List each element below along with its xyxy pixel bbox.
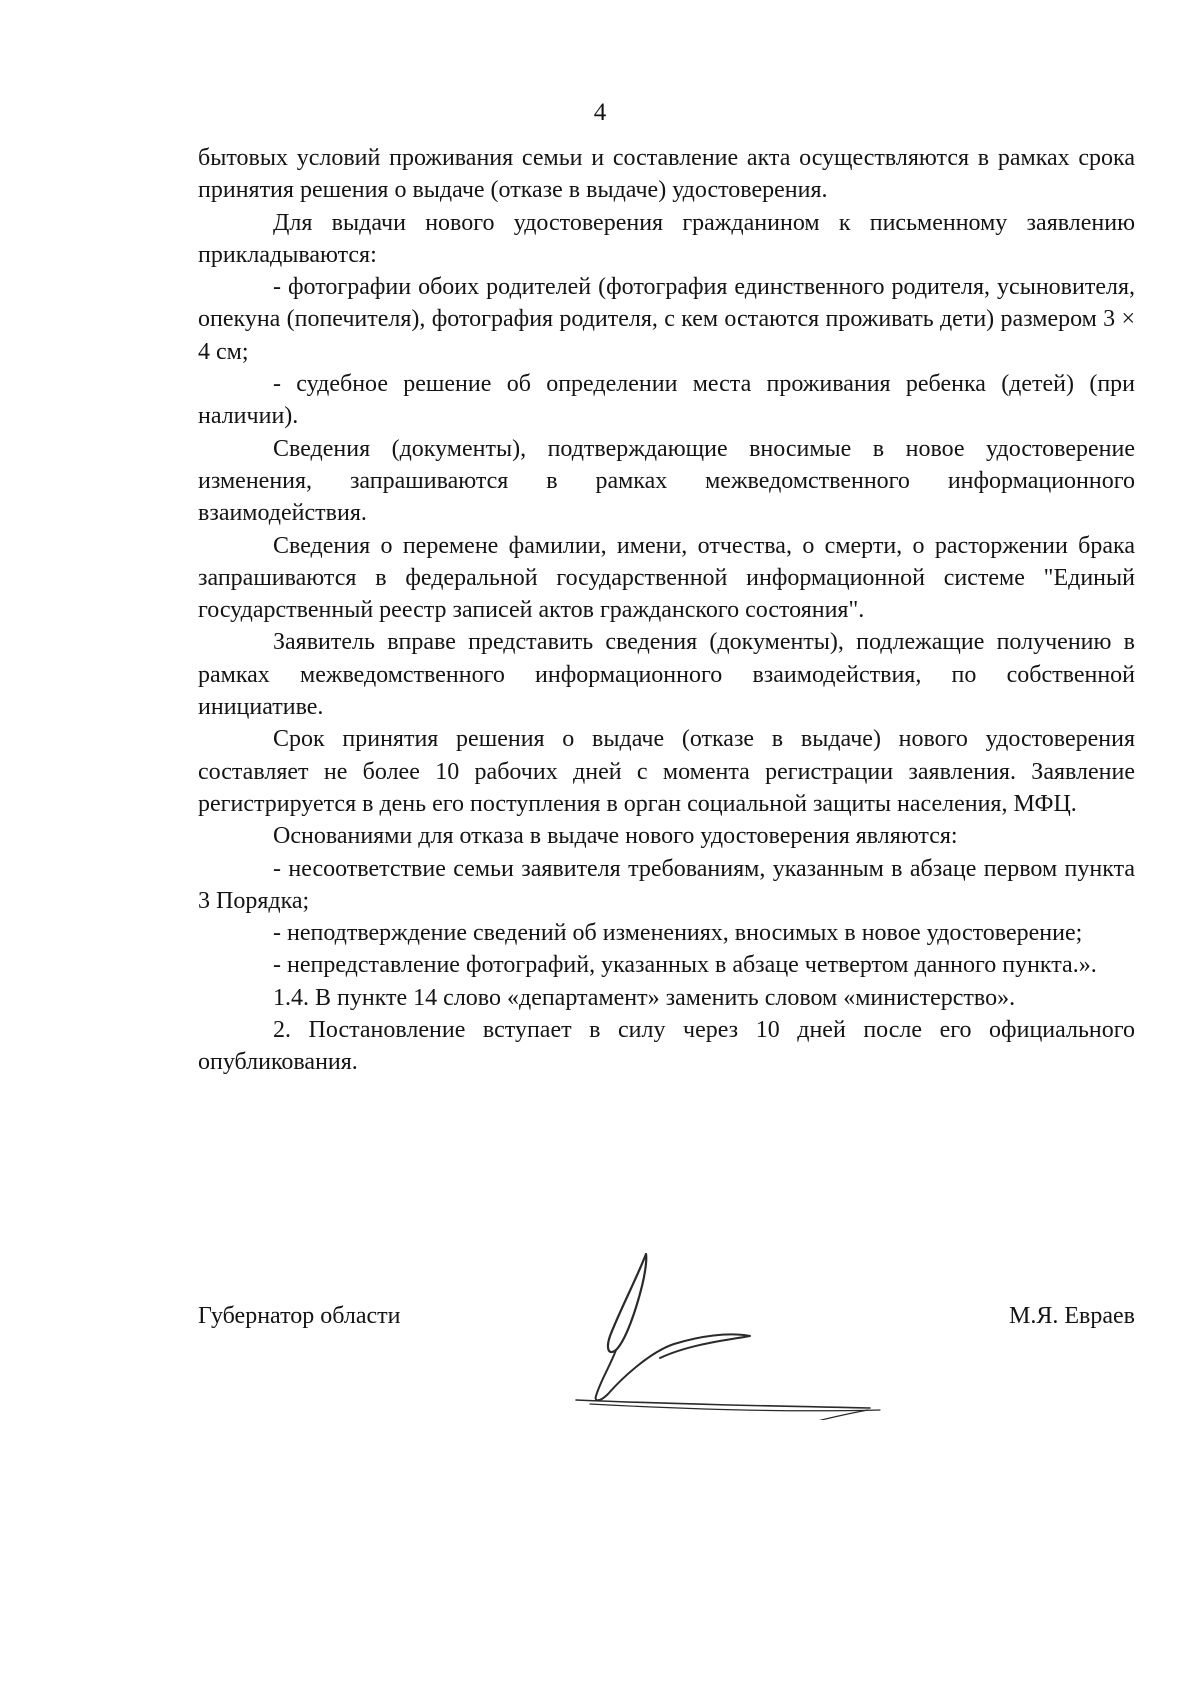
paragraph-civil-registry: Сведения о перемене фамилии, имени, отчества, о смерти, о расторжении брака запрашиваются в федеральной государственной информационной системе "Единый государственный реестр записей актов гражданского состояния". [198,532,1135,624]
signature-block [198,1300,1135,1340]
list-item-court-decision: - судебное решение об определении места проживания ребенка (детей) (при наличии). [198,371,1135,430]
document-body [198,142,1135,1079]
paragraph-new-certificate-attachments: Для выдачи нового удостоверения гражданином к письменному заявлению прикладываются: [198,209,1135,268]
paragraph-decision-term: Срок принятия решения о выдаче (отказе в выдаче) нового удостоверения составляет не более 10 рабочих дней с момента регистрации заявления. Заявление регистрируется в день его поступления в орган социальной защиты населения, МФЦ. [198,726,1135,817]
signatory-title: Губернатор области [198,1303,401,1329]
paragraph-item-2: 2. Постановление вступает в силу через 10 дней после его официального опубликования. [198,1017,1135,1076]
list-item-missing-photos: - непредставление фотографий, указанных в абзаце четвертом данного пункта.». [273,952,1097,979]
paragraph-refusal-grounds: Основаниями для отказа в выдаче нового удостоверения являются: [273,823,958,850]
paragraph-interagency-requests: Сведения (документы), подтверждающие вносимые в новое удостоверение изменения, запрашиваются в рамках межведомственного информационного взаимодействия. [198,435,1135,527]
paragraph-continuation: бытовых условий проживания семьи и составление акта осуществляются в рамках срока принятия решения о выдаче (отказе в выдаче) удостоверения. [198,145,1135,204]
list-item-photographs: - фотографии обоих родителей (фотография единственного родителя, усыновителя, опекуна (попечителя), фотография родителя, с кем остаются проживать дети) размером 3 × 4 см; [198,274,1135,365]
paragraph-item-1-4: 1.4. В пункте 14 слово «департамент» заменить словом «министерство». [273,984,1016,1011]
page-number: 4 [593,99,607,126]
paragraph-applicant-right: Заявитель вправе представить сведения (документы), подлежащие получению в рамках межведомственного информационного взаимодействия, по собственной инициативе. [198,629,1135,721]
signatory-name: М.Я. Евраев [1009,1303,1135,1329]
list-item-unconfirmed-changes: - неподтверждение сведений об изменениях, вносимых в новое удостоверение; [273,920,1083,947]
list-item-noncompliance: - несоответствие семьи заявителя требованиям, указанным в абзаце первом пункта 3 Порядка; [198,855,1135,914]
